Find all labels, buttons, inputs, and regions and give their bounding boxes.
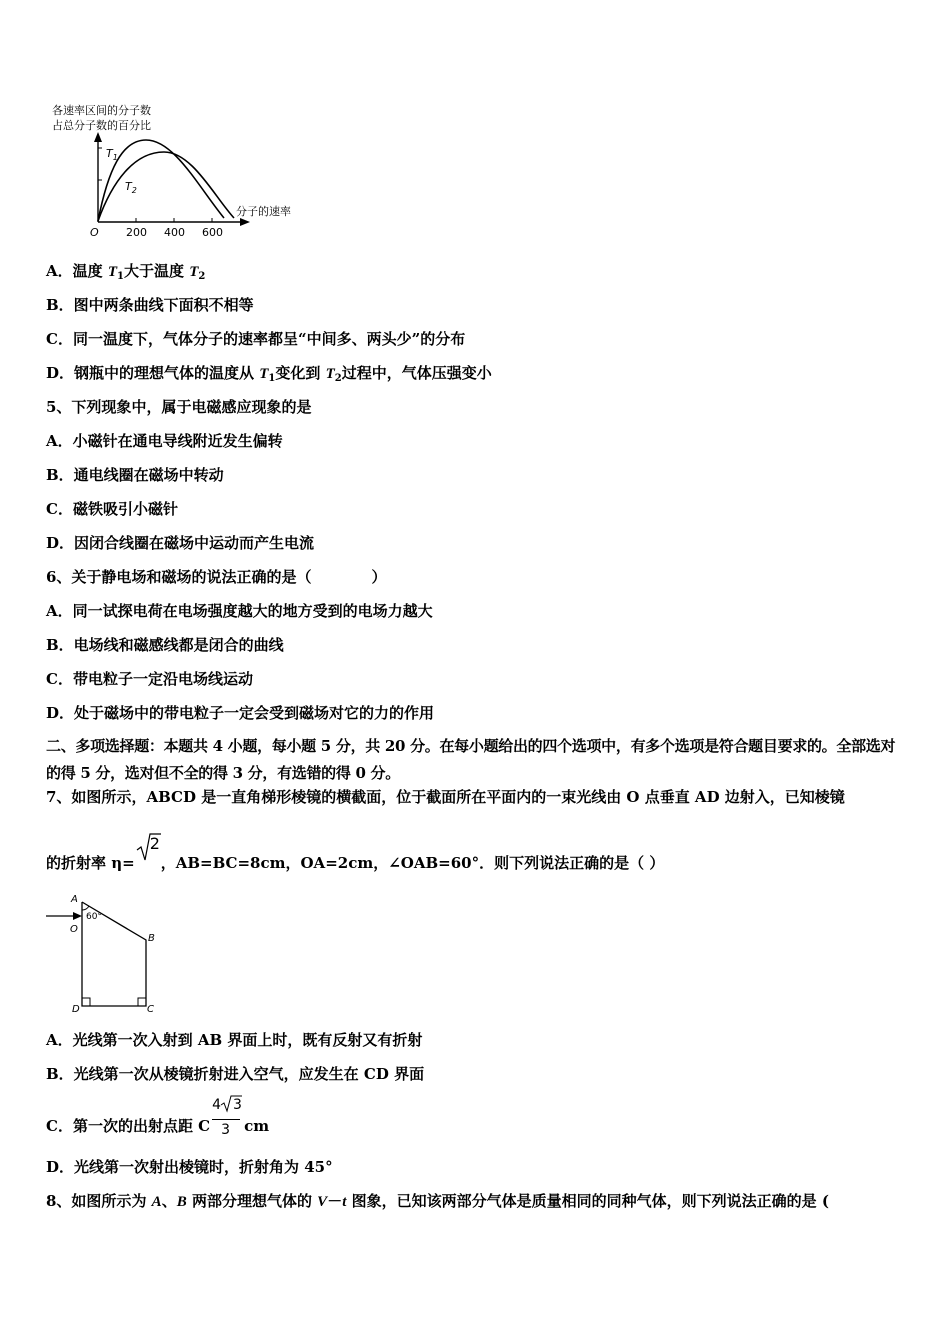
q7-c-coef: 4 xyxy=(212,1097,222,1113)
q7-c-prefix: C．第一次的出射点距 C xyxy=(46,1117,211,1135)
sqrt-symbol xyxy=(220,1094,244,1114)
q8-stem xyxy=(46,1191,829,1212)
q4-d-sub2: 2 xyxy=(334,373,342,384)
q7-stem-line1: 7、如图所示，ABCD 是一直角梯形棱镜的横截面，位于截面所在平面内的一束光线由 O 点垂直 AD 边射入，已知棱镜 xyxy=(46,788,845,806)
q7-option-d[interactable]: D．光线第一次射出棱镜时，折射角为 45° xyxy=(46,1158,333,1176)
q6-option-b[interactable]: B．电场线和磁感线都是闭合的曲线 xyxy=(46,636,284,654)
q7-c-radicand: 3 xyxy=(233,1097,242,1113)
q5-option-c[interactable]: C．磁铁吸引小磁针 xyxy=(46,500,178,518)
x-axis-arrow xyxy=(240,218,250,226)
q8-stem-b: 两部分理想气体的 xyxy=(186,1192,318,1210)
q8-t: t xyxy=(342,1194,347,1210)
q4-option-d[interactable] xyxy=(46,363,492,384)
q4-d-text2: 变化到 xyxy=(275,364,326,382)
q7-c-fraction xyxy=(210,1097,244,1138)
q4-a-text1: 温度 xyxy=(72,262,108,280)
y-axis-arrow xyxy=(94,132,102,142)
label-a: A xyxy=(71,894,78,905)
q7-stem2-rest: ，AB=BC=8cm，OA=2cm，∠OAB=60°．则下列说法正确的是（ ） xyxy=(160,854,665,872)
q4-option-b[interactable]: B．图中两条曲线下面积不相等 xyxy=(46,296,254,314)
q7-option-c[interactable] xyxy=(46,1097,270,1138)
q7-sqrt2 xyxy=(135,834,161,868)
right-angle-d xyxy=(82,998,90,1006)
q8-b: B xyxy=(176,1194,187,1210)
q7-option-b[interactable]: B．光线第一次从棱镜折射进入空气，应发生在 CD 界面 xyxy=(46,1065,425,1083)
label-o: O xyxy=(70,924,78,935)
q7-c-numerator xyxy=(212,1095,242,1115)
q4-a-t1: T xyxy=(107,264,118,280)
figure1-tick-400: 400 xyxy=(164,226,185,239)
q5-stem: 5、下列现象中，属于电磁感应现象的是 xyxy=(46,398,312,416)
q4-a-sub1: 1 xyxy=(117,271,125,282)
q6-option-d[interactable]: D．处于磁场中的带电粒子一定会受到磁场对它的力的作用 xyxy=(46,704,435,722)
q5-option-b[interactable]: B．通电线圈在磁场中转动 xyxy=(46,466,224,484)
q4-option-c[interactable]: C．同一温度下，气体分子的速率都呈“中间多、两头少”的分布 xyxy=(46,330,466,348)
q4-d-letter: D． xyxy=(46,364,75,382)
prism-figure xyxy=(46,890,166,1015)
curve-t2-label: $T_2$ xyxy=(125,180,137,195)
q4-d-text1: 钢瓶中的理想气体的温度从 xyxy=(74,364,260,382)
q4-a-letter: A． xyxy=(46,262,73,280)
q6-option-a[interactable]: A．同一试探电荷在电场强度越大的地方受到的电场力越大 xyxy=(46,602,433,620)
q8-stem-a: 8、如图所示为 xyxy=(46,1192,152,1210)
figure1-origin: O xyxy=(90,226,99,239)
q4-d-sub1: 1 xyxy=(268,373,276,384)
q4-d-t2: T xyxy=(325,366,335,382)
figure1-xlabel: 分子的速率 xyxy=(236,205,291,218)
q7-refractive-label: 的折射率 η= xyxy=(46,854,135,872)
q5-option-a[interactable]: A．小磁针在通电导线附近发生偏转 xyxy=(46,432,283,450)
q7-sqrt-value: 2 xyxy=(149,834,160,853)
q8-v: V xyxy=(317,1194,328,1210)
q6-stem: 6、关于静电场和磁场的说法正确的是（ ） xyxy=(46,568,387,586)
figure1-tick-600: 600 xyxy=(202,226,223,239)
curve-t2 xyxy=(98,152,234,221)
figure1-ylabel-line1: 各速率区间的分子数 xyxy=(52,104,151,117)
figure1-tick-200: 200 xyxy=(126,226,147,239)
q7-c-denominator: 3 xyxy=(221,1122,231,1138)
q8-minus: － xyxy=(327,1192,343,1210)
q8-a: A xyxy=(151,1194,162,1210)
figure1-ylabel-line2: 占总分子数的百分比 xyxy=(52,119,151,132)
q4-option-a[interactable] xyxy=(46,261,205,282)
q8-sep: 、 xyxy=(161,1192,177,1210)
speed-distribution-figure xyxy=(46,100,306,242)
q4-d-t1: T xyxy=(259,366,269,382)
q5-option-d[interactable]: D．因闭合线圈在磁场中运动而产生电流 xyxy=(46,534,315,552)
q7-option-a[interactable]: A．光线第一次入射到 AB 界面上时，既有反射又有折射 xyxy=(46,1031,423,1049)
section2-instructions: 二、多项选择题：本题共 4 小题，每小题 5 分，共 20 分。在每小题给出的四个选项中，有多个选项是符合题目要求的。全部选对的得 5 分，选对但不全的得 3 分，有选错的得 0 分。 xyxy=(46,737,896,782)
curve-t1-label: $T_1$ xyxy=(106,147,118,162)
incident-ray-arrow xyxy=(73,912,82,920)
q4-a-sub2: 2 xyxy=(198,271,206,282)
label-angle: 60° xyxy=(86,912,102,922)
label-c: C xyxy=(147,1004,154,1015)
label-d: D xyxy=(72,1004,80,1015)
q4-d-text3: 过程中，气体压强变小 xyxy=(341,364,492,382)
q4-a-text2: 大于温度 xyxy=(124,262,190,280)
q6-option-c[interactable]: C．带电粒子一定沿电场线运动 xyxy=(46,670,253,688)
q7-stem-line2 xyxy=(46,834,665,873)
right-angle-c xyxy=(138,998,146,1006)
label-b: B xyxy=(148,933,155,944)
q8-stem-c: 图象，已知该两部分气体是质量相同的同种气体，则下列说法正确的是 ( xyxy=(346,1192,829,1210)
q7-c-unit: cm xyxy=(244,1117,270,1135)
angle-arc xyxy=(82,906,89,910)
q4-a-t2: T xyxy=(189,264,199,280)
